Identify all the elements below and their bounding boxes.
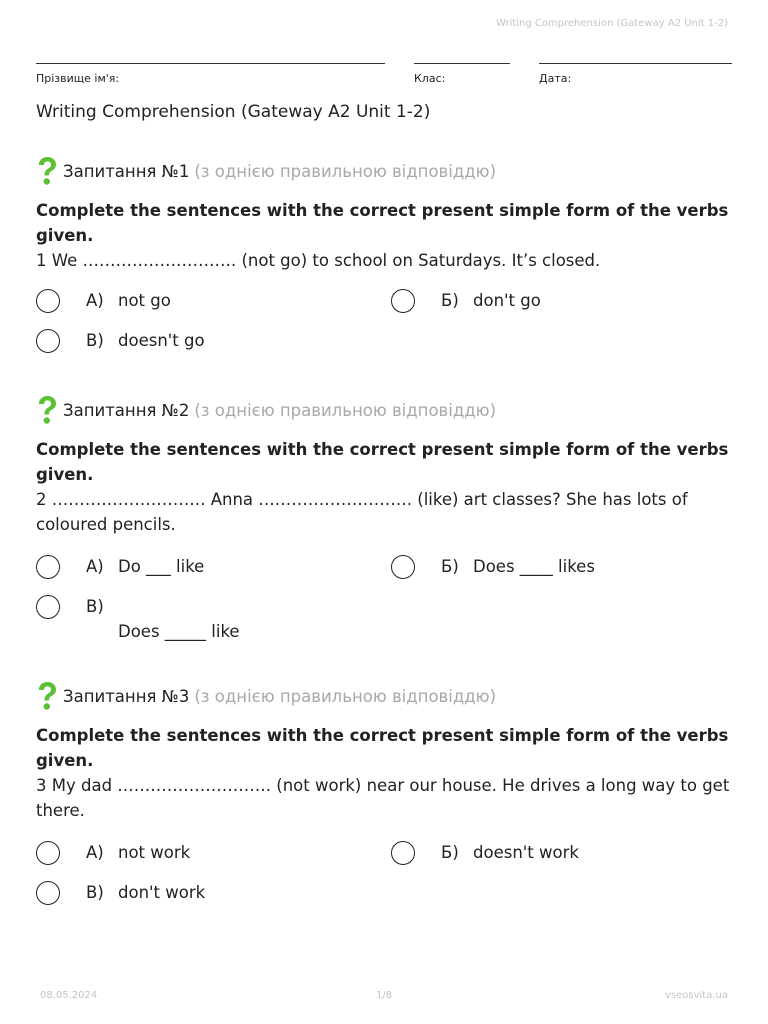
question-number: Запитання №2 — [63, 400, 190, 420]
date-field-label: Дата: — [539, 72, 572, 85]
question-sentence: 1 We ………………………. (not go) to school on Saturdays. It’s closed. — [36, 251, 601, 270]
question-instruction: Complete the sentences with the correct present simple form of the verbs given. — [36, 440, 729, 484]
question-mark-icon — [36, 681, 58, 711]
date-line — [539, 63, 732, 64]
question-3-text — [36, 723, 736, 823]
question-1-header — [36, 156, 496, 186]
radio-button[interactable] — [36, 595, 60, 619]
question-instruction: Complete the sentences with the correct present simple form of the verbs given. — [36, 726, 729, 770]
question-type: (з однією правильною відповіддю) — [194, 161, 497, 181]
question-instruction: Complete the sentences with the correct present simple form of the verbs given. — [36, 201, 729, 245]
option-label: В) — [86, 883, 104, 902]
radio-button[interactable] — [36, 881, 60, 905]
option-text: not go — [118, 291, 171, 310]
option-label: А) — [86, 557, 104, 576]
question-mark-icon — [36, 395, 58, 425]
option-label: Б) — [441, 557, 459, 576]
radio-button[interactable] — [391, 841, 415, 865]
footer-page-number: 1/8 — [376, 990, 393, 1001]
question-number: Запитання №1 — [63, 161, 190, 181]
question-2-header — [36, 395, 496, 425]
option-label: Б) — [441, 843, 459, 862]
class-line — [414, 63, 510, 64]
option-text: Do ___ like — [118, 557, 205, 576]
name-line — [36, 63, 385, 64]
radio-button[interactable] — [36, 555, 60, 579]
document-title: Writing Comprehension (Gateway A2 Unit 1-2) — [36, 102, 431, 122]
option-text: doesn't work — [473, 843, 579, 862]
question-1-text — [36, 198, 736, 273]
option-text: Does ____ likes — [473, 557, 595, 576]
option-text: don't work — [118, 883, 206, 902]
option-label: Б) — [441, 291, 459, 310]
option-text: don't go — [473, 291, 541, 310]
radio-button[interactable] — [36, 841, 60, 865]
question-number: Запитання №3 — [63, 686, 190, 706]
footer-site: vseosvita.ua — [665, 990, 728, 1001]
question-sentence: 2 ………………………. Anna ………………………. (like) art classes? She has lots of coloured pencils. — [36, 490, 688, 534]
radio-button[interactable] — [36, 289, 60, 313]
question-mark-icon — [36, 156, 58, 186]
class-field-label: Клас: — [414, 72, 446, 85]
option-label: А) — [86, 291, 104, 310]
question-sentence: 3 My dad ………………………. (not work) near our house. He drives a long way to get there. — [36, 776, 730, 820]
option-text: Does _____ like — [118, 622, 240, 641]
name-field-label: Прізвище ім'я: — [36, 72, 120, 85]
option-text: not work — [118, 843, 191, 862]
option-label: А) — [86, 843, 104, 862]
question-type: (з однією правильною відповіддю) — [194, 400, 497, 420]
option-label: В) — [86, 597, 104, 616]
radio-button[interactable] — [391, 555, 415, 579]
question-3-header — [36, 681, 496, 711]
radio-button[interactable] — [391, 289, 415, 313]
option-label: В) — [86, 331, 104, 350]
question-type: (з однією правильною відповіддю) — [194, 686, 497, 706]
footer-date: 08.05.2024 — [40, 990, 98, 1001]
running-header-title: Writing Comprehension (Gateway A2 Unit 1-2) — [496, 18, 728, 29]
question-2-text — [36, 437, 736, 537]
radio-button[interactable] — [36, 329, 60, 353]
option-text: doesn't go — [118, 331, 205, 350]
